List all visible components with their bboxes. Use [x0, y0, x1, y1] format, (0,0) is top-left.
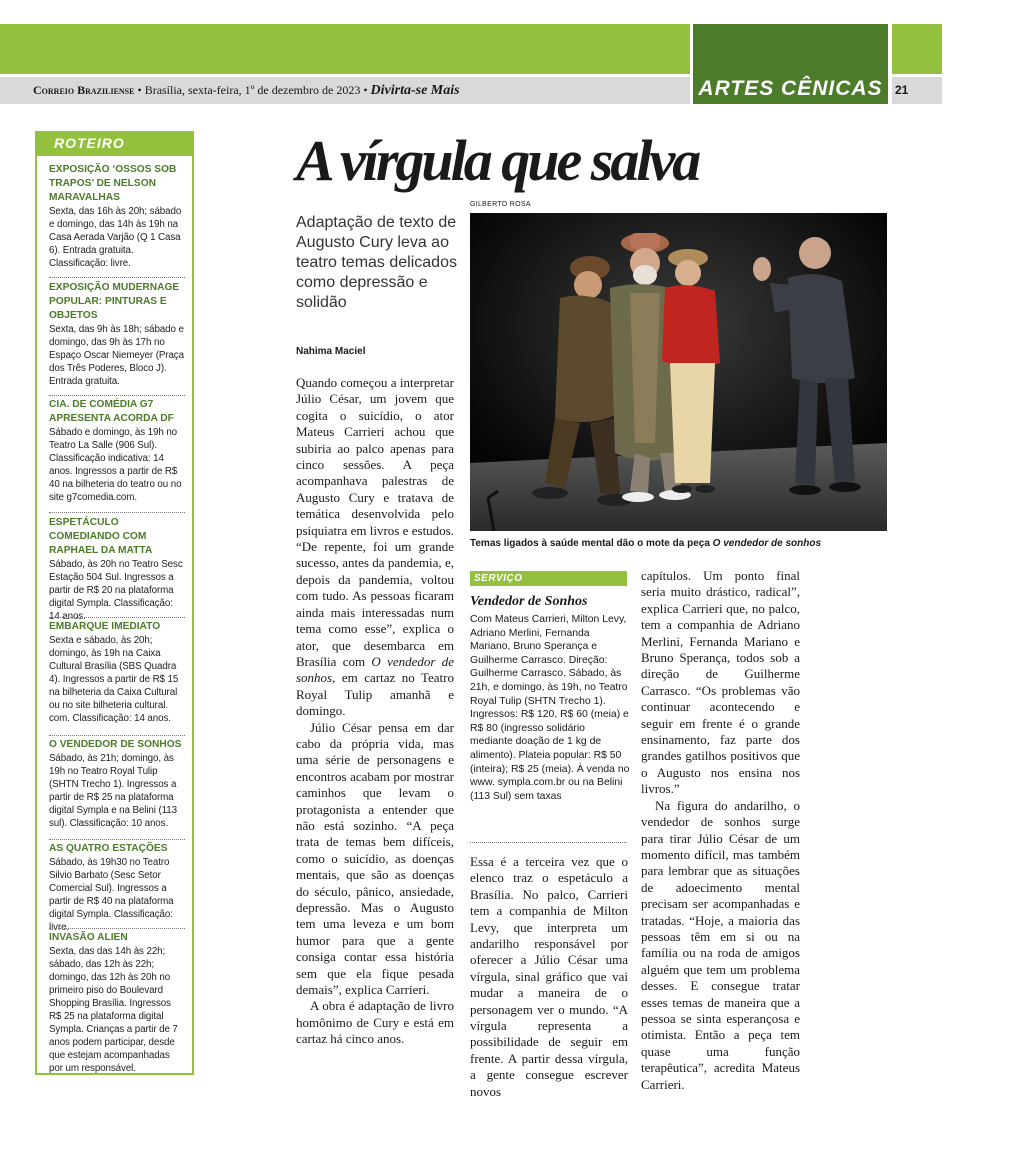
article-paragraph: Essa é a terceira vez que o elenco traz o espetáculo a Brasília. No palco, Carrieri tem a companhia de Milton Levy, que interpreta um andarilho responsável por oferecer a Júlio César uma vírgula, sinal gráfico que vai mudar a maneira de o personagem ver o mundo. “A vírgula representa a possibilidade de seguir em frente. A partir dessa vírgula, a gente consegue escrever novos [470, 854, 628, 1099]
article-paragraph [296, 375, 454, 720]
stage-photo [470, 213, 887, 531]
event-body: Sábado e domingo, às 19h no Teatro La Salle (906 Sul). Classificação indicativa: 14 anos. Ingressos a partir de R$ 40 na bilheteria do teatro ou no site g7comedia.com. [49, 427, 182, 503]
event-title: ESPETÁCULO COMEDIANDO COM RAPHAEL DA MATTA [49, 517, 153, 556]
event-title: O VENDEDOR DE SONHOS [49, 739, 182, 750]
event-item [49, 931, 185, 1075]
event-item [49, 842, 185, 934]
article-paragraph: Na figura do andarilho, o vendedor de sonhos surge para tirar Júlio César de um momento difícil, mas também para lembrar que as situações de adoecimento mental precisam ser acompanhadas e tratadas. “Hoje, a maioria das pessoas têm em si ou na família ou na roda de amigos alguém que tem um problema desses. E consegue tratar esses temas de maneira que a pessoa se sinta esperançosa e otimista. Então a peça tem quase uma função terapêutica”, acredita Mateus Carrieri. [641, 797, 800, 1092]
stage-photo-image [470, 213, 887, 531]
event-divider [49, 839, 185, 840]
service-label: SERVIÇO [474, 573, 523, 584]
event-divider [49, 395, 185, 396]
event-divider [49, 277, 185, 278]
service-details: Com Mateus Carrieri, Milton Levy, Adriano Merlini, Fernanda Mariano, Bruno Sperança e Guilherme Carrasco. Direção: Guilherme Carrasco. Sábado, às 21h, e domingo, às 19h, no Teatro Royal Tulip (SHTN Trecho 1). Ingressos: R$ 120, R$ 60 (meia) e R$ 80 (ingresso solidário mediante doação de 1 kg de alimento). Plateia popular: R$ 50 (inteira); R$ 25 (meia). À venda no www. sympla.com.br ou na Belini (113 Sul) sem taxas [470, 614, 630, 802]
standfirst: Adaptação de texto de Augusto Cury leva ao teatro temas delicados como depressão e solidão [296, 214, 457, 311]
caption-text: Temas ligados à saúde mental dão o mote da peça [470, 538, 713, 549]
paragraph-text: , em cartaz no Teatro Royal Tulip amanhã e domingo. [296, 670, 454, 719]
event-item [49, 281, 185, 388]
event-divider [49, 735, 185, 736]
event-title: AS QUATRO ESTAÇÕES [49, 843, 168, 854]
event-divider [49, 928, 185, 929]
event-item [49, 738, 185, 830]
caption-title: O vendedor de sonhos [712, 538, 822, 549]
event-body: Sexta e sábado, às 20h; domingo, às 19h na Caixa Cultural Brasília (SBS Quadra 4). Ingressos a partir de R$ 15 na bilheteria da Caixa Cultural ou no site bilheteria cultural. com. Classificação: 14 anos. [49, 635, 179, 724]
header-green-bar [0, 24, 690, 74]
service-divider [470, 842, 627, 843]
masthead [33, 77, 460, 104]
event-item [49, 163, 185, 270]
article-column-1 [296, 375, 454, 1048]
bullet-icon: • [363, 83, 371, 97]
event-item [49, 398, 185, 504]
photo-credit: GILBERTO ROSA [470, 201, 531, 208]
event-body: Sábado, às 19h30 no Teatro Silvio Barbato (Sesc Setor Comercial Sul). Ingressos a partir de R$ 40 na plataforma digital Sympla. Classificação: livre. [49, 857, 174, 933]
dateline: Brasília, sexta-feira, 1º de dezembro de 2023 [144, 83, 361, 97]
event-divider [49, 617, 185, 618]
event-title: EXPOSIÇÃO ‘OSSOS SOB TRAPOS’ DE NELSON MARAVALHAS [49, 164, 177, 203]
article-paragraph: A obra é adaptação de livro homônimo de Cury e está em cartaz há cinco anos. [296, 998, 454, 1047]
event-body: Sábado, às 21h; domingo, às 19h no Teatro Royal Tulip (SHTN Trecho 1). Ingressos a partir de R$ 25 na plataforma digital Sympla e na Belini (113 sul). Classificação: 10 anos. [49, 753, 177, 829]
event-item [49, 620, 185, 725]
section-label: ARTES CÊNICAS [698, 77, 883, 100]
paper-name: Correio Braziliense [33, 83, 135, 97]
article-column-2 [470, 854, 628, 1100]
play-title: O vendedor de sonhos [296, 653, 454, 686]
article-paragraph: Júlio César pensa em dar cabo da própria vida, mas uma série de personagens e encontros acabam por mostrar caminhos que levam o protagonista a entender que não está sozinho. “A peça trata de temas bem difíceis, como o suicídio, as doenças mentais, que são as doenças do século, pânico, ansiedade, depressão. Mas o Augusto tem uma leveza e um bom humor para que a gente consiga contar essa história sem que ela fique pesada demais”, explica Carrieri. [296, 719, 454, 998]
sidebar-title: ROTEIRO [54, 135, 125, 151]
photo-caption [470, 538, 890, 549]
article-column-3 [641, 568, 800, 1093]
event-title: EMBARQUE IMEDIATO [49, 621, 161, 632]
page-number: 21 [895, 83, 909, 97]
paragraph-text: Quando começou a interpretar Júlio César, um jovem que cogita o suicídio, o ator Mateus Carrieri achou que subiria ao palco apenas para cinco sessões. A peça acompanhava palestras de Augusto Cury e tratava de temática desenvolvida pelo psiquiatra em livros e estudos. “De repente, foi um grande sucesso, antes da pandemia, e, depois da pandemia, voltou com tudo. As pessoas ficaram ainda mais interessadas num tema como esse”, explica o ator, que desembarca em Brasília com [296, 375, 454, 669]
article-paragraph: capítulos. Um ponto final seria muito drástico, radical”, explica Carrieri que, no palco, tem a companhia de Adriano Merlini, Fernanda Mariano e Bruno Sperança, todos sob a direção de Guilherme Carrasco. “Os problemas vão continuar acontecendo e seguir em frente é o grande ensinamento, faz parte dos grandes gatilhos positivos que o Augusto nos ensina nos livros.” [641, 568, 800, 797]
event-title: INVASÃO ALIEN [49, 932, 128, 943]
event-body: Sexta, das das 14h às 22h; sábado, das 12h às 22h; domingo, das 12h às 20h no primeiro piso do Boulevard Shopping Brasília. Ingressos R$ 25 na plataforma digital Sympla. Crianças a partir de 7 anos podem participar, desde que estejam acompanhadas por um responsável. [49, 946, 178, 1074]
header-green-bar-right [892, 24, 942, 74]
byline: Nahima Maciel [296, 346, 366, 357]
bullet-icon: • [137, 83, 145, 97]
event-divider [49, 512, 185, 513]
event-body: Sábado, às 20h no Teatro Sesc Estação 504 Sul. Ingressos a partir de R$ 20 na plataforma digital Sympla. Classificação: 14 anos. [49, 559, 183, 622]
headline: A vírgula que salva [296, 128, 699, 193]
supplement-name: Divirta-se Mais [370, 83, 460, 98]
service-name: Vendedor de Sonhos [470, 594, 588, 609]
event-item [49, 516, 185, 623]
event-body: Sexta, das 16h às 20h; sábado e domingo, das 14h às 19h na Casa Aerada Varjão (Q 1 Casa 6). Entrada gratuita. Classificação: livre. [49, 206, 182, 269]
event-body: Sexta, das 9h às 18h; sábado e domingo, das 9h às 17h no Espaço Oscar Niemeyer (Praça dos Três Poderes, Bloco J). Entrada gratuita. [49, 324, 184, 387]
event-title: CIA. DE COMÉDIA G7 APRESENTA ACORDA DF [49, 399, 174, 424]
event-title: EXPOSIÇÃO MUDERNAGE POPULAR: PINTURAS E OBJETOS [49, 282, 180, 321]
